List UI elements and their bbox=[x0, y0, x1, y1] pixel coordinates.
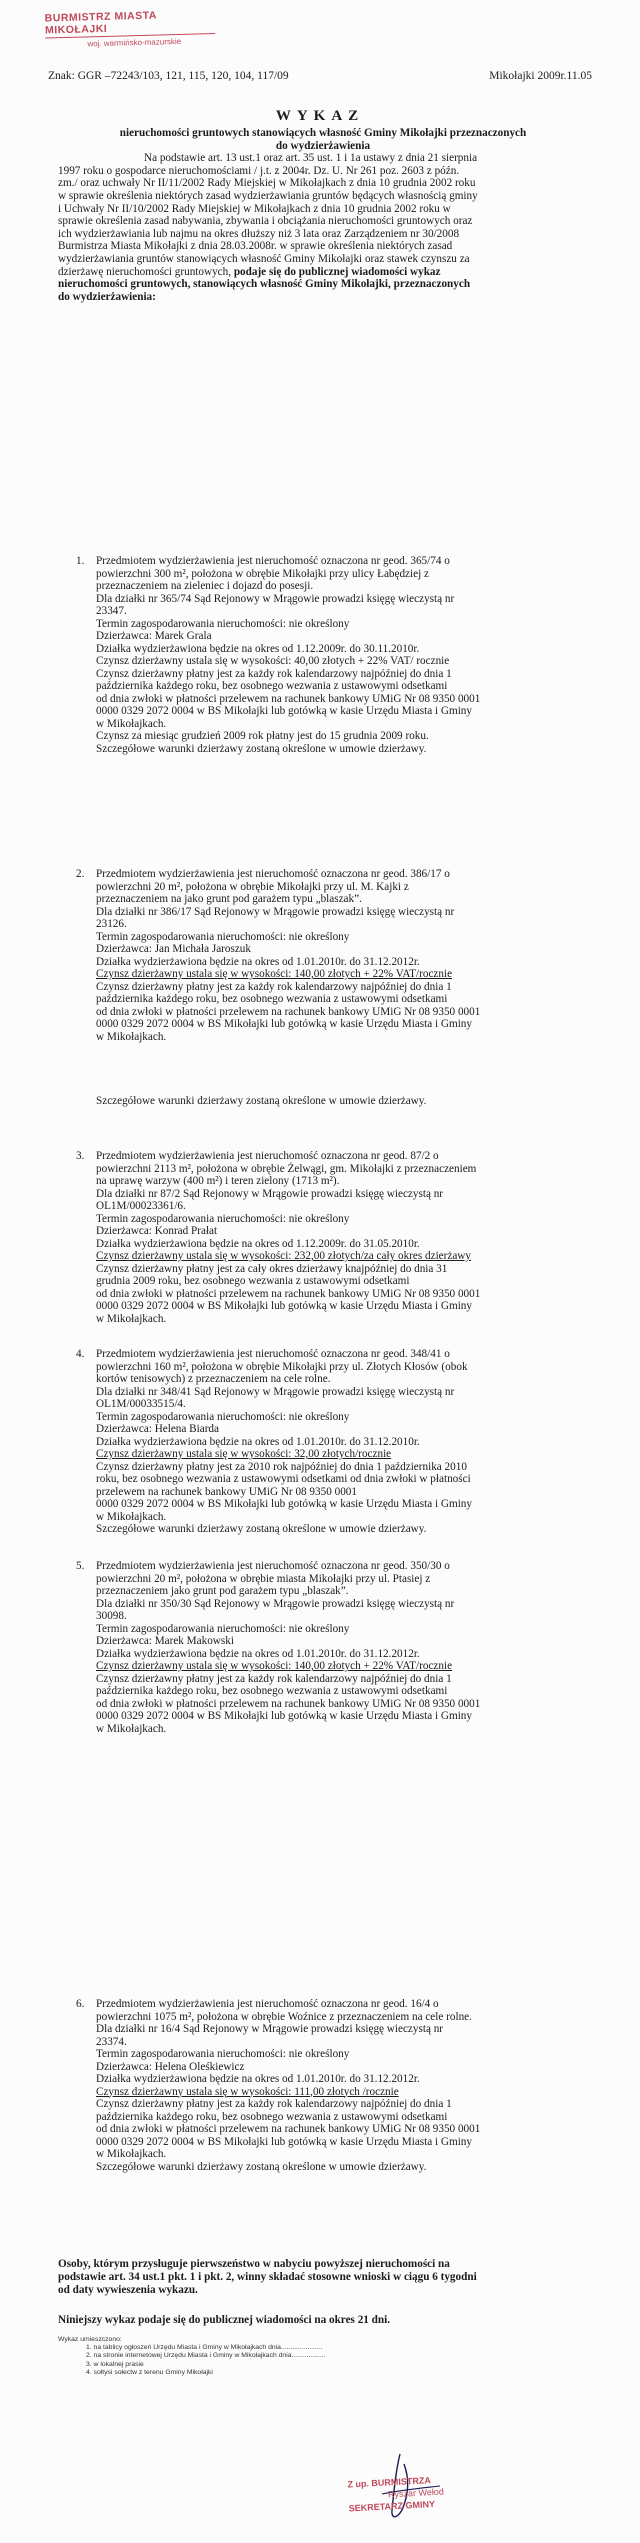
intro-text bbox=[58, 152, 588, 303]
item-line: Dla działki nr 348/41 Sąd Rejonowy w Mrągowie prowadzi księgę wieczystą nr bbox=[96, 1385, 455, 1398]
item-line: Działka wydzierżawiona będzie na okres od 1.12.2009r. do 30.11.2010r. bbox=[96, 642, 420, 655]
item-line: Przedmiotem wydzierżawienia jest nieruchomość oznaczona nr geod. 87/2 o bbox=[96, 1150, 439, 1162]
intro-line: w sprawie określenia niektórych zasad wydzierżawiania gruntów będących własnością gminy bbox=[58, 189, 478, 202]
intro-line: Na podstawie art. 13 ust.1 oraz art. 35 ust. 1 i 1a ustawy z dnia 21 sierpnia bbox=[144, 152, 478, 165]
posting-list-heading: Wykaz umieszczono: bbox=[58, 2336, 122, 2343]
item-line: od dnia zwłoki w płatności przelewem na rachunek bankowy UMiG Nr 08 9350 0001 bbox=[96, 692, 481, 705]
item-line: od dnia zwłoki w płatności przelewem na rachunek bankowy UMiG Nr 08 9350 0001 bbox=[96, 2123, 481, 2135]
item-line: 23374. bbox=[96, 2035, 127, 2048]
intro-block bbox=[58, 127, 588, 303]
item-line: powierzchni 20 m², położona w obrębie Mikołajki przy ul. M. Kajki z bbox=[96, 880, 409, 893]
item-line: powierzchni 300 m², położona w obrębie Mikołajki przy ulicy Łabędziej z bbox=[96, 567, 429, 580]
lease-item-5 bbox=[76, 1560, 592, 1735]
item-line: Przedmiotem wydzierżawienia jest nieruchomość oznaczona nr geod. 348/41 o bbox=[96, 1348, 450, 1360]
item-number: 6. bbox=[76, 1998, 85, 2010]
reference-number: Znak: GGR –72243/103, 121, 115, 120, 104, 117/09 bbox=[48, 70, 289, 82]
lease-item-6 bbox=[76, 1998, 592, 2173]
item-line: Dla działki nr 350/30 Sąd Rejonowy w Mrągowie prowadzi księgę wieczystą nr bbox=[96, 1597, 455, 1610]
item-line: 0000 0329 2072 0004 w BS Mikołajki lub gotówką w kasie Urzędu Miasta i Gminy bbox=[96, 1300, 472, 1312]
item-line: Przedmiotem wydzierżawienia jest nieruchomość oznaczona nr geod. 386/17 o bbox=[96, 868, 450, 880]
posting-list bbox=[58, 2336, 326, 2377]
item-line: Czynsz dzierżawny ustala się w wysokości: 40,00 złotych + 22% VAT/ rocznie bbox=[96, 655, 450, 667]
signature-stamp-line2: Ryszar Wełod bbox=[387, 2486, 445, 2500]
preference-line: Osoby, którym przysługuje pierwszeństwo w nabyciu powyższej nieruchomości na bbox=[58, 2258, 450, 2270]
item-line: przeznaczeniem jako grunt pod garażem typu „blaszak”. bbox=[96, 1585, 349, 1597]
lease-item-4 bbox=[76, 1348, 592, 1536]
item-line: Przedmiotem wydzierżawienia jest nieruchomość oznaczona nr geod. 16/4 o bbox=[96, 1998, 439, 2010]
item-line: Czynsz dzierżawny ustala się w wysokości: 140,00 złotych + 22% VAT/rocznie bbox=[96, 1660, 453, 1672]
item-line: Dzierżawca: Marek Makowski bbox=[96, 1635, 234, 1647]
item-line: przeznaczeniem na jako grunt pod garażem typu „blaszak”. bbox=[96, 893, 362, 905]
item-line: Czynsz dzierżawny płatny jest za każdy rok kalendarzowy najpóźniej do dnia 1 bbox=[96, 1672, 452, 1685]
item-line: 0000 0329 2072 0004 w BS Mikołajki lub gotówką w kasie Urzędu Miasta i Gminy bbox=[96, 1018, 472, 1030]
item-number: 5. bbox=[76, 1560, 85, 1572]
item-line: roku, bez osobnego wezwania z ustawowymi odsetkami od dnia zwłoki w płatności bbox=[96, 1473, 471, 1485]
item-line: Szczegółowe warunki dzierżawy zostaną określone w umowie dzierżawy. bbox=[96, 742, 427, 755]
signature-stamp bbox=[347, 2474, 445, 2515]
item-line: Termin zagospodarowania nieruchomości: nie określony bbox=[96, 1212, 350, 1225]
subtitle-line-1: nieruchomości gruntowych stanowiących własność Gminy Mikołajki przeznaczonych bbox=[119, 127, 527, 139]
lease-item-2 bbox=[76, 868, 592, 1043]
item-line: w Mikołajkach. bbox=[96, 1510, 167, 1523]
item-line: 0000 0329 2072 0004 w BS Mikołajki lub gotówką w kasie Urzędu Miasta i Gminy bbox=[96, 1710, 472, 1722]
item-line: w Mikołajkach. bbox=[96, 1312, 167, 1325]
lease-item-3 bbox=[76, 1150, 592, 1325]
item-line: przelewem na rachunek bankowy UMiG Nr 08 9350 0001 bbox=[96, 1485, 357, 1498]
signature-stamp-line1: Z up. BURMISTRZA bbox=[347, 2475, 432, 2490]
item-line: Czynsz dzierżawny ustala się w wysokości: 111,00 złotych /rocznie bbox=[96, 2085, 399, 2098]
item-line: 23347. bbox=[96, 605, 127, 617]
item-line: Czynsz dzierżawny płatny jest za 2010 rok najpóźniej do dnia 1 października 2010 bbox=[96, 1460, 467, 1473]
intro-line: sprawie określenia zasad nabywania, zbywania i obciążania nieruchomości gruntowych oraz bbox=[58, 215, 473, 228]
item-line: OL1M/00023361/6. bbox=[96, 1200, 186, 1212]
preference-notice bbox=[58, 2258, 590, 2296]
posting-list-item: 4. sołtysi sołectw z terenu Gminy Mikołajki bbox=[86, 2368, 213, 2376]
office-stamp-line2: woj. warmińsko-mazurskie bbox=[87, 36, 182, 49]
office-stamp-line1: BURMISTRZ MIASTA MIKOŁAJKI bbox=[45, 8, 216, 38]
item-line: 0000 0329 2072 0004 w BS Mikołajki lub gotówką w kasie Urzędu Miasta i Gminy bbox=[96, 705, 472, 717]
item-line: Przedmiotem wydzierżawienia jest nieruchomość oznaczona nr geod. 350/30 o bbox=[96, 1560, 450, 1572]
intro-line: zm./ oraz uchwały Nr II/11/2002 Rady Miejskiej w Mikołajkach z dnia 10 grudnia 2002 roku bbox=[58, 177, 476, 190]
publication-notice: Niniejszy wykaz podaje się do publicznej wiadomości na okres 21 dni. bbox=[58, 2314, 391, 2326]
item-line: Szczegółowe warunki dzierżawy zostaną określone w umowie dzierżawy. bbox=[96, 2160, 427, 2173]
item-line: grudnia 2009 roku, bez osobnego wezwania z ustawowymi odsetkami bbox=[96, 1275, 410, 1287]
item-line: Czynsz dzierżawny płatny jest za każdy rok kalendarzowy najpóźniej do dnia 1 bbox=[96, 980, 452, 993]
item-line: Czynsz za miesiąc grudzień 2009 rok płatny jest do 15 grudnia 2009 roku. bbox=[96, 730, 429, 742]
item-line: 0000 0329 2072 0004 w BS Mikołajki lub gotówką w kasie Urzędu Miasta i Gminy bbox=[96, 2135, 472, 2148]
item-line: Działka wydzierżawiona będzie na okres od 1.01.2010r. do 31.12.2012r. bbox=[96, 2073, 420, 2085]
item-line: Dla działki nr 365/74 Sąd Rejonowy w Mrągowie prowadzi księgę wieczystą nr bbox=[96, 592, 455, 605]
posting-list-item: 3. w lokalnej prasie bbox=[86, 2360, 144, 2368]
item-number: 1. bbox=[76, 555, 85, 567]
item-line: Działka wydzierżawiona będzie na okres od 1.12.2009r. do 31.05.2010r. bbox=[96, 1237, 420, 1250]
item-line: Dzierżawca: Helena Biarda bbox=[96, 1423, 219, 1435]
item-line: Czynsz dzierżawny ustala się w wysokości: 232,00 złotych/za cały okres dzierżawy bbox=[96, 1250, 471, 1262]
item-line: Dzierżawca: Jan Michała Jaroszuk bbox=[96, 943, 251, 955]
subtitle-line-2: do wydzierżawienia bbox=[275, 139, 371, 152]
item-number: 2. bbox=[76, 868, 85, 880]
item-line: października każdego roku, bez osobnego wezwania z ustawowymi odsetkami bbox=[96, 1685, 448, 1697]
item-line: powierzchni 1075 m², położona w obrębie Woźnice z przeznaczeniem na cele rolne. bbox=[96, 2010, 472, 2023]
office-stamp bbox=[45, 8, 236, 50]
item-line: Termin zagospodarowania nieruchomości: nie określony bbox=[96, 1410, 350, 1423]
item-line: Termin zagospodarowania nieruchomości: nie określony bbox=[96, 617, 350, 630]
posting-list-item: 2. na stronie internetowej Urzędu Miasta i Gminy w Mikołajkach dnia.................. bbox=[86, 2352, 326, 2360]
item-line: w Mikołajkach. bbox=[96, 1030, 167, 1043]
item-line: Czynsz dzierżawny ustala się w wysokości: 32,00 złotych/rocznie bbox=[96, 1448, 392, 1460]
intro-bold-line: do wydzierżawienia: bbox=[58, 290, 156, 303]
signature-block bbox=[330, 2450, 510, 2530]
item-line: Czynsz dzierżawny płatny jest za każdy rok kalendarzowy najpóźniej do dnia 1 bbox=[96, 2098, 452, 2110]
item-line: Działka wydzierżawiona będzie na okres od 1.01.2010r. do 31.12.2012r. bbox=[96, 955, 420, 968]
document-title: WYKAZ bbox=[275, 108, 365, 124]
item-line: października każdego roku, bez osobnego wezwania z ustawowymi odsetkami bbox=[96, 2110, 448, 2123]
intro-line: wydzierżawiania gruntów stanowiących własność Gminy Mikołajki oraz stawek czynszu za bbox=[58, 252, 470, 265]
intro-line: ich wydzierżawiania lub najmu na okres dłuższy niż 3 lata oraz Zarządzeniem nr 30/2008 bbox=[58, 227, 460, 240]
item-line: Dzierżawca: Konrad Prałat bbox=[96, 1225, 218, 1237]
item-line: OL1M/00033515/4. bbox=[96, 1398, 186, 1410]
item-number: 4. bbox=[76, 1348, 85, 1360]
item-line: od dnia zwłoki w płatności przelewem na rachunek bankowy UMiG Nr 08 9350 0001 bbox=[96, 1697, 481, 1710]
intro-line: Burmistrza Miasta Mikołajki z dnia 28.03.2008r. w sprawie określenia niektórych zasad bbox=[58, 240, 453, 253]
item-line: Dzierżawca: Marek Grala bbox=[96, 630, 212, 642]
item-line: Dzierżawca: Helena Oleśkiewicz bbox=[96, 2060, 245, 2073]
item-line: Szczegółowe warunki dzierżawy zostaną określone w umowie dzierżawy. bbox=[96, 1523, 427, 1535]
item-line: października każdego roku, bez osobnego wezwania z ustawowymi odsetkami bbox=[96, 993, 448, 1005]
item-line: powierzchni 20 m², położona w obrębie miasta Mikołajki przy ul. Ptasiej z bbox=[96, 1572, 431, 1585]
preference-line: podstawie art. 34 ust.1 pkt. 1 i pkt. 2, winny składać stosowne wnioski w ciągu 6 tygodni bbox=[58, 2270, 477, 2283]
item-line: Czynsz dzierżawny płatny jest za cały okres dzierżawy knajpóźniej do dnia 31 bbox=[96, 1262, 448, 1275]
item-line: Dla działki nr 16/4 Sąd Rejonowy w Mrągowie prowadzi księgę wieczystą nr bbox=[96, 2023, 444, 2035]
item-line: Termin zagospodarowania nieruchomości: nie określony bbox=[96, 2048, 350, 2060]
intro-line bbox=[58, 266, 588, 279]
item-line: Czynsz dzierżawny płatny jest za każdy rok kalendarzowy najpóźniej do dnia 1 bbox=[96, 667, 452, 680]
item-line: od dnia zwłoki w płatności przelewem na rachunek bankowy UMiG Nr 08 9350 0001 bbox=[96, 1287, 481, 1300]
item-line: października każdego roku, bez osobnego wezwania z ustawowymi odsetkami bbox=[96, 680, 448, 692]
intro-line: i Uchwały Nr II/10/2002 Rady Miejskiej w Mikołajkach z dnia 10 grudnia 2002 roku w bbox=[58, 202, 451, 215]
item-line: w Mikołajkach. bbox=[96, 1722, 167, 1735]
item-line: 30098. bbox=[96, 1610, 127, 1622]
item-line: powierzchni 2113 m², położona w obrębie Żelwągi, gm. Mikołajki z przeznaczeniem bbox=[96, 1162, 477, 1175]
item-2-continuation: Szczegółowe warunki dzierżawy zostaną określone w umowie dzierżawy. bbox=[96, 1095, 427, 1107]
item-line: Działka wydzierżawiona będzie na okres od 1.01.2010r. do 31.12.2010r. bbox=[96, 1435, 420, 1448]
place-date: Mikołajki 2009r.11.05 bbox=[489, 70, 592, 82]
item-line: w Mikołajkach. bbox=[96, 717, 167, 730]
intro-line-text: dzierżawę nieruchomości gruntowych, bbox=[58, 265, 232, 278]
intro-line: 1997 roku o gospodarce nieruchomościami / j.t. z 2004r. Dz. U. Nr 261 poz. 2603 z późn. bbox=[58, 164, 460, 177]
signature-stamp-line3: SEKRETARZ GMINY bbox=[348, 2498, 436, 2514]
item-line: Dla działki nr 386/17 Sąd Rejonowy w Mrągowie prowadzi księgę wieczystą nr bbox=[96, 905, 455, 918]
item-line: przeznaczeniem na zieleniec i dojazd do posesji. bbox=[96, 580, 314, 592]
intro-bold-line: nieruchomości gruntowych, stanowiących własność Gminy Mikołajki, przeznaczonych bbox=[58, 278, 471, 291]
item-line: Działka wydzierżawiona będzie na okres od 1.01.2010r. do 31.12.2012r. bbox=[96, 1647, 420, 1660]
item-line: Dla działki nr 87/2 Sąd Rejonowy w Mrągowie prowadzi księgę wieczystą nr bbox=[96, 1187, 444, 1200]
item-line: od dnia zwłoki w płatności przelewem na rachunek bankowy UMiG Nr 08 9350 0001 bbox=[96, 1005, 481, 1018]
intro-bold-tail: podaje się do publicznej wiadomości wykaz bbox=[233, 265, 441, 278]
item-line: Przedmiotem wydzierżawienia jest nieruchomość oznaczona nr geod. 365/74 o bbox=[96, 555, 450, 567]
item-line: 23126. bbox=[96, 918, 127, 930]
item-line: Termin zagospodarowania nieruchomości: nie określony bbox=[96, 930, 350, 943]
posting-list-item: 1. na tablicy ogłoszeń Urzędu Miasta i Gminy w Mikołajkach dnia...................... bbox=[86, 2344, 323, 2352]
item-line: Termin zagospodarowania nieruchomości: nie określony bbox=[96, 1622, 350, 1635]
item-line: w Mikołajkach. bbox=[96, 2148, 167, 2160]
item-line: kortów tenisowych) z przeznaczeniem na cele rolne. bbox=[96, 1373, 331, 1385]
item-number: 3. bbox=[76, 1150, 85, 1162]
item-line: na uprawę warzyw (400 m²) i teren zielony (1713 m²). bbox=[96, 1175, 340, 1187]
preference-line: od daty wywieszenia wykazu. bbox=[58, 2283, 198, 2296]
lease-item-1 bbox=[76, 555, 592, 755]
item-line: 0000 0329 2072 0004 w BS Mikołajki lub gotówką w kasie Urzędu Miasta i Gminy bbox=[96, 1498, 472, 1510]
item-line: Czynsz dzierżawny ustala się w wysokości: 140,00 złotych + 22% VAT/rocznie bbox=[96, 968, 453, 980]
item-line: powierzchni 160 m², położona w obrębie Mikołajki przy ul. Złotych Kłosów (obok bbox=[96, 1360, 468, 1373]
